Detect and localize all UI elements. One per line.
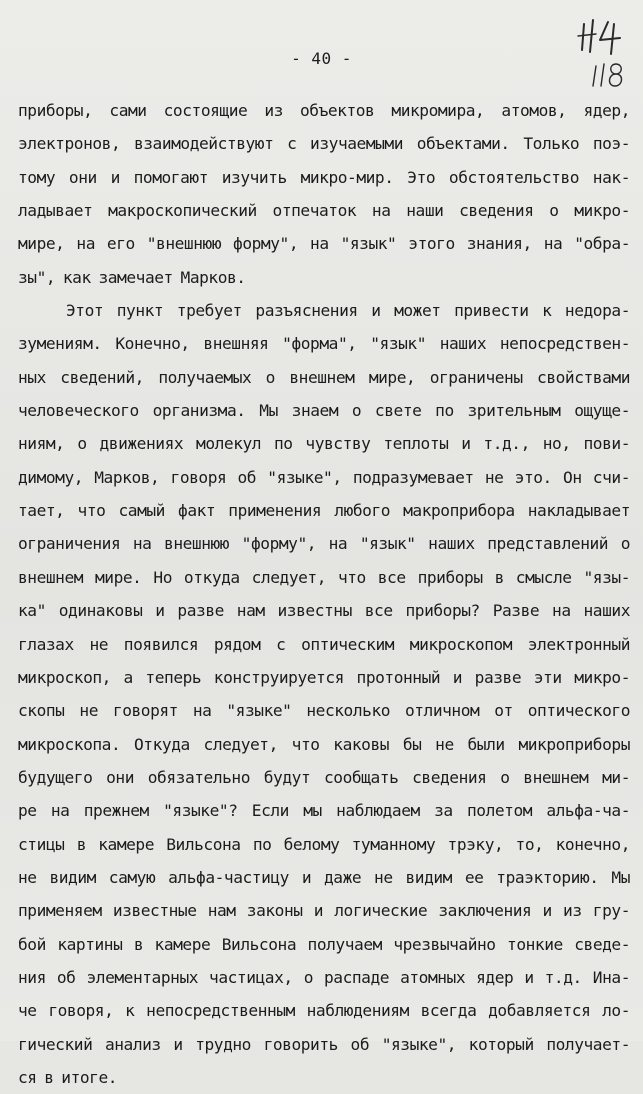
text-line: стицы в камере Вильсона по белому туманному трэку, то, конечно, <box>18 834 630 854</box>
text-line: приборы, сами состоящие из объектов микромира, атомов, ядер, <box>18 101 630 120</box>
typewritten-body <box>18 94 630 1094</box>
text-line: бой картины в камере Вильсона получаем чрезвычайно тонкие сведе- <box>18 934 630 954</box>
text-line: ладывает макроскопический отпечаток на наши сведения о микро- <box>18 201 630 221</box>
text-line: тает, что самый факт применения любого макроприбора накладывает <box>18 501 630 521</box>
text-line: глазах не появился рядом с оптическим микроскопом электронный <box>18 634 630 654</box>
text-line: ка" одинаковы и разве нам известны все приборы? Разве на наших <box>18 601 630 621</box>
text-line: ных сведений, получаемых о внешнем мире, ограничены свойствами <box>18 367 630 387</box>
text-line: Этот пункт требует разъяснения и может привести к недора- <box>66 301 630 321</box>
text-line: тому они и помогают изучить микро-мир. Это обстоятельство нак- <box>18 167 630 187</box>
text-line: мире, на его "внешнюю форму", на "язык" этого знания, на "обра- <box>18 234 630 254</box>
text-line: ниям, о движениях молекул по чувству теплоты и т.д., но, пови- <box>18 434 630 454</box>
text-line: скопы не говорят на "языке" несколько отличном от оптического <box>18 701 630 721</box>
text-line: че говоря, к непосредственным наблюдениям всегда добавляется ло- <box>18 1001 630 1021</box>
text-line: ре на прежнем "языке"? Если мы наблюдаем за полетом альфа-ча- <box>18 801 630 821</box>
text-line: внешнем мире. Но откуда следует, что все приборы в смысле "язы- <box>18 567 630 587</box>
text-line: не видим самую альфа-частицу и даже не видим ее траэкторию. Мы <box>18 867 630 887</box>
text-line: электронов, взаимодействуют с изучаемыми объектами. Только поэ- <box>18 134 630 154</box>
text-line: применяем известные нам законы и логические заключения и из гру- <box>18 901 630 921</box>
page-number: - 40 - <box>291 49 352 68</box>
text-line: микроскопа. Откуда следует, что каковы бы не были микроприборы <box>18 734 630 754</box>
text-line: микроскоп, а теперь конструируется протонный и разве эти микро- <box>18 667 630 687</box>
text-line: ограничения на внешнюю "форму", на "язык" наших представлений о <box>18 534 630 554</box>
text-line: димому, Марков, говоря об "языке", подразумевает не это. Он счи- <box>18 467 630 487</box>
text-line: будущего они обязательно будут сообщать сведения о внешнем ми- <box>18 767 630 787</box>
text-line: зумениям. Конечно, внешняя "форма", "язык" наших непосредствен- <box>18 334 630 354</box>
text-line: гический анализ и трудно говорить об "языке", который получает- <box>18 1034 630 1054</box>
text-line: зы", как замечает Марков. <box>18 267 246 287</box>
text-line: ся в итоге. <box>18 1067 118 1087</box>
text-line: человеческого организма. Мы знаем о свете по зрительным ощуще- <box>18 401 630 421</box>
text-line: ния об элементарных частицах, о распаде атомных ядер и т.д. Ина- <box>18 967 630 987</box>
